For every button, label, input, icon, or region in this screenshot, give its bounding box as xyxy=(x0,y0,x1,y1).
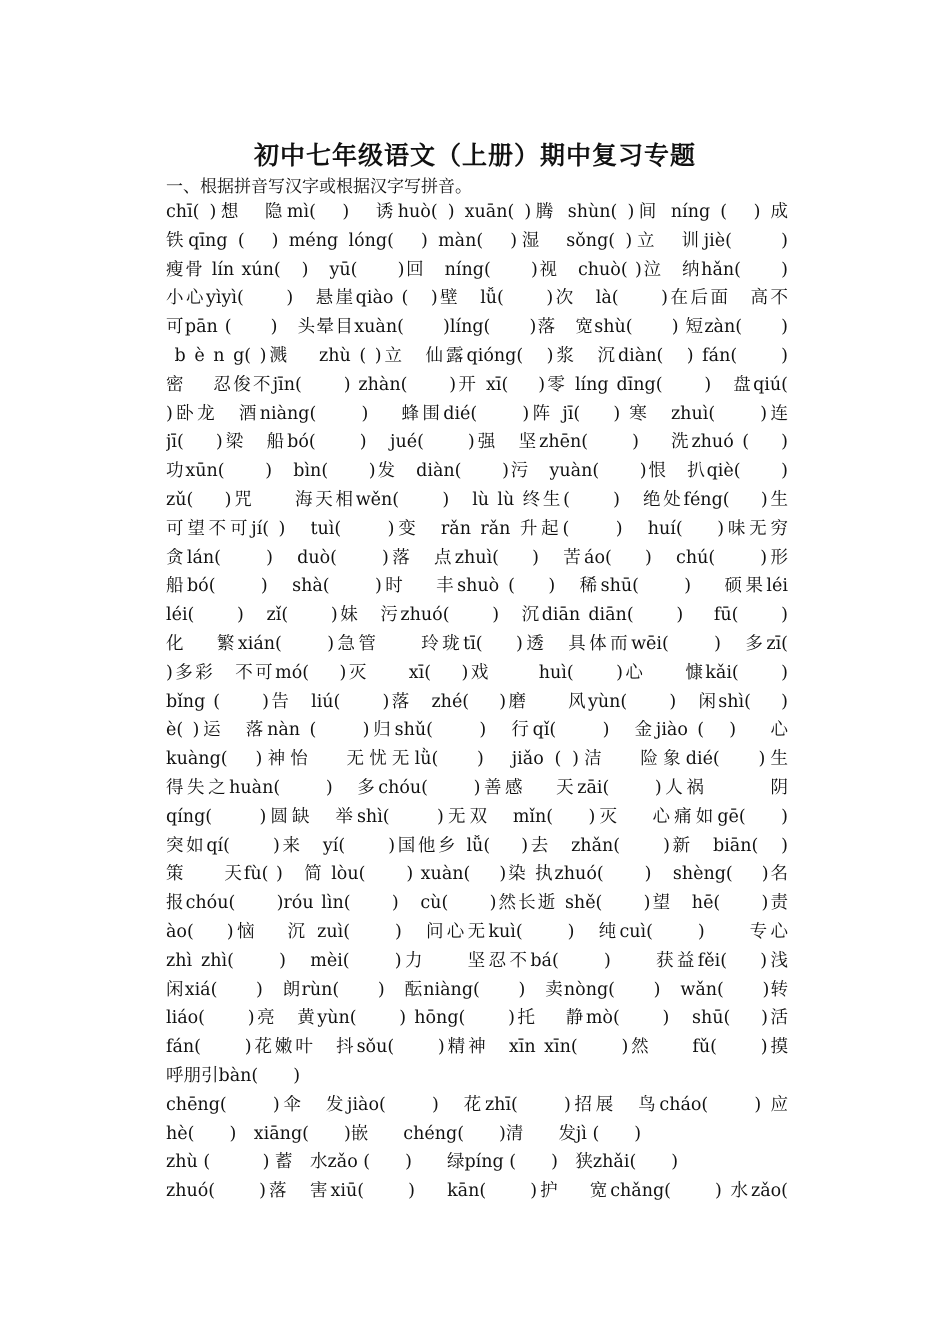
exercise-line: bǐng ( )告 liú( )落 zhé( )磨 风yùn( ) 闲shì( ) xyxy=(166,691,788,712)
exercise-line: 功xūn( ) bìn( )发 diàn( )污 yuàn( )恨 扒qiè( ) xyxy=(166,461,788,482)
exercise-line: léi( ) zǐ( )妹 污zhuó( ) 沉diān diān( ) fū( ) xyxy=(166,605,788,626)
exercise-line: 密 忍俊不jīn( ) zhàn( )开 xī( )零 líng dīng( ) 盘qiú( xyxy=(166,374,788,395)
exercise-line: qíng( )圆缺 举shì( )无双 mǐn( )灭 心痛如gē( ) xyxy=(166,806,788,827)
exercise-line: 闲xiá( ) 朗rùn( ) 酝niàng( ) 卖nòng( ) wǎn( )转 xyxy=(166,979,788,1000)
exercise-line: 呼朋引bàn( ) xyxy=(166,1065,301,1086)
exercise-line: 可望不可jí( ) tuì( )变 rǎn rǎn 升起( ) huí( )味无穷 xyxy=(166,518,788,539)
exercise-line: 船bó( ) shà( )时 丰shuò ( ) 稀shū( ) 硕果léi xyxy=(166,576,788,597)
exercise-line: fán( )花嫩叶 抖sǒu( )精神 xīn xīn( )然 fǔ( )摸 xyxy=(166,1037,788,1058)
exercise-line: 策 天fù( ) 简 lòu( ) xuàn( )染 执zhuó( ) shèng( )名 xyxy=(166,864,788,885)
exercise-line: ào( )恼 沉 zuì( ) 问心无kuì( ) 纯cuì( ) 专心 xyxy=(166,921,788,942)
exercise-line: hè( ) xiāng( )嵌 chéng( )清 发jì ( ) xyxy=(166,1123,642,1144)
exercise-line: chēng( )伞 发jiào( ) 花zhī( )招展 鸟cháo( ) 应 xyxy=(166,1094,788,1115)
exercise-lines xyxy=(166,198,788,1206)
exercise-line: 贪lán( ) duò( )落 点zhuì( ) 苦áo( ) chú( )形 xyxy=(166,547,788,568)
page-title: 初中七年级语文（上册）期中复习专题 xyxy=(253,141,696,170)
exercise-line: 报chóu( )róu lìn( ) cù( )然长逝 shě( )望 hē( )责 xyxy=(166,893,788,914)
exercise-line: 可pān ( ) 头晕目xuàn( )líng( )落 宽shù( ) 短zàn( ) xyxy=(166,317,788,338)
exercise-line: )多彩 不可mó( )灭 xī( )戏 huì( )心 慷kǎi( ) xyxy=(166,662,788,683)
exercise-line: 化 繁xián( )急管 玲珑tī( )透 具体而wēi( ) 多zī( xyxy=(166,633,788,654)
section-heading: 一、根据拼音写汉字或根据汉字写拼音。 xyxy=(166,177,472,197)
exercise-line: zǔ( )咒 海天相wěn( ) lù lù 终生( ) 绝处féng( )生 xyxy=(166,489,788,510)
exercise-line: b è n g( )溅 zhù ( )立 仙露qióng( )浆 沉diàn( ) fán( ) xyxy=(166,345,788,366)
exercise-line: )卧龙 酒niàng( ) 蜂围dié( )阵 jī( ) 寒 zhuì( )连 xyxy=(166,403,788,424)
exercise-line: zhuó( )落 害xiū( ) kān( )护 宽chǎng( ) 水zǎo( xyxy=(166,1181,788,1202)
exercise-line: jī( )梁 船bó( ) jué( )强 坚zhēn( ) 洗zhuó ( ) xyxy=(166,432,788,453)
exercise-line: 铁qīng ( ) méng lóng( ) màn( )湿 sǒng( )立 训jiè( ) xyxy=(166,230,788,251)
exercise-line: 小心yìyì( ) 悬崖qiào ( )壁 lǚ( )次 là( )在后面 高不 xyxy=(166,288,788,309)
exercise-line: 突如qí( )来 yí( )国他乡 lǚ( )去 zhǎn( )新 biān( ) xyxy=(166,835,788,856)
exercise-line: 瘦骨 lín xún( ) yū( )回 níng( )视 chuò( )泣 纳hǎn( ) xyxy=(166,259,788,280)
exercise-line: zhù ( ) 蓄 水zǎo ( ) 绿píng ( ) 狭zhǎi( ) xyxy=(166,1152,679,1173)
exercise-line: liáo( )亮 黄yùn( ) hōng( )托 静mò( ) shū( )活 xyxy=(166,1008,788,1029)
exercise-line: kuàng( )神怡 无忧无lǜ( ) jiǎo ( )洁 险象dié( )生 xyxy=(166,749,788,770)
exercise-line: chī( )想 隐mì( ) 诱huò( ) xuān( )腾 shùn( )间 níng ( ) 成 xyxy=(166,202,788,222)
exercise-line: è( )运 落nàn ( )归shǔ( ) 行qǐ( ) 金jiào ( ) 心 xyxy=(166,720,788,741)
exercise-line: zhì zhì( ) mèi( )力 坚忍不bá( ) 获益fěi( )浅 xyxy=(166,950,788,971)
exercise-line: 得失之huàn( ) 多chóu( )善感 天zāi( )人祸 阴 xyxy=(166,777,788,798)
